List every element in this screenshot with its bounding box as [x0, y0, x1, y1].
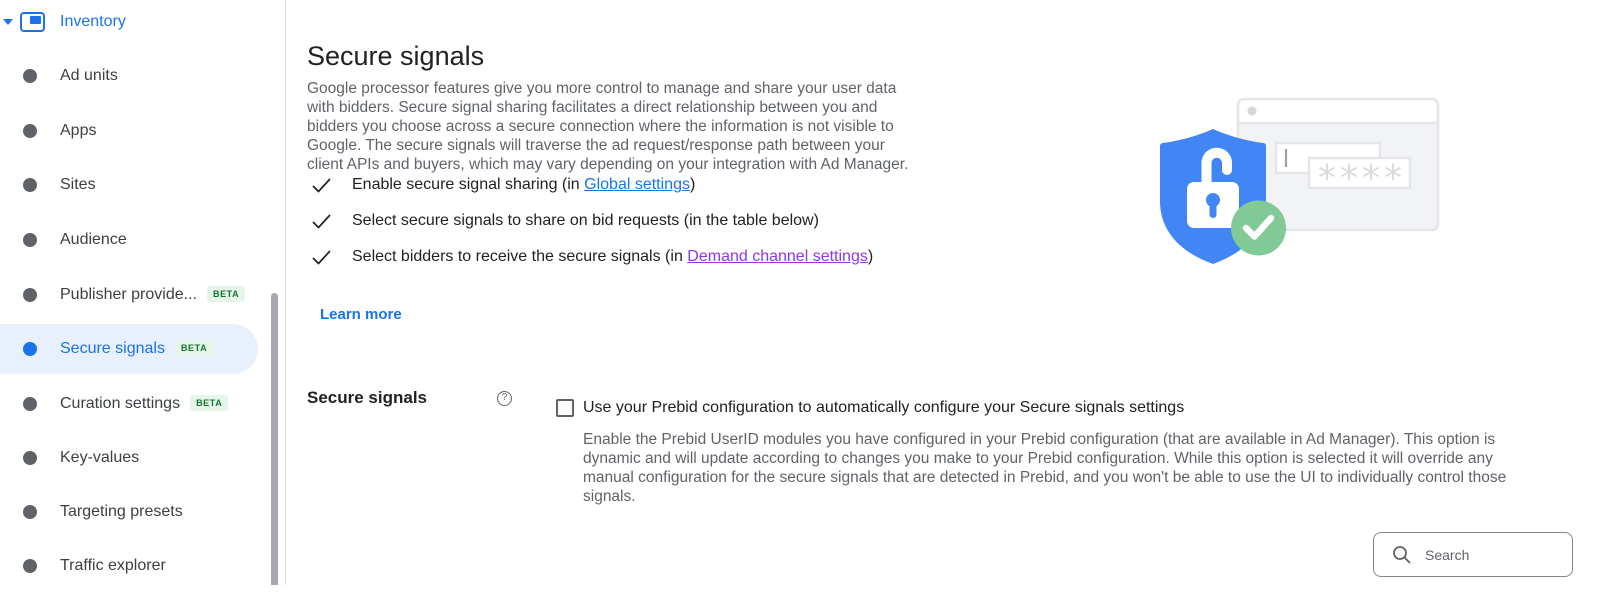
dot-icon: [23, 69, 37, 83]
sidebar-item-ad-units[interactable]: [0, 49, 285, 103]
checkmark-icon: [312, 178, 331, 198]
sidebar-item-label: Curation settings: [60, 395, 181, 412]
inventory-window-icon: [20, 12, 45, 32]
dot-icon: [23, 342, 37, 356]
sidebar-item-key-values[interactable]: [0, 431, 285, 485]
svg-text:****: ****: [1318, 158, 1406, 199]
checkmark-icon: [312, 214, 331, 234]
checklist-text: Select bidders to receive the secure signals (in: [352, 248, 688, 265]
global-settings-link[interactable]: Global settings: [584, 176, 690, 193]
page-description: Google processor features give you more control to manage and share your user data with bidders. Secure signal sharing facilitates a direct relationship between you and bidders you choose across a secure connection where the information is not visible to Google. The secure signals will traverse the ad request/response path between your client APIs and buyers, which may vary depending on your integration with Ad Manager.: [307, 79, 909, 173]
sidebar-item-sites[interactable]: [0, 158, 285, 212]
sidebar-item-label: Sites: [60, 176, 96, 193]
sidebar-item-label: Inventory: [60, 13, 126, 30]
magnifier-icon: [1392, 545, 1411, 564]
dot-icon: [23, 288, 37, 302]
search-box: [1373, 532, 1573, 577]
search-input[interactable]: [1423, 546, 1567, 564]
dot-icon: [23, 233, 37, 247]
sidebar-item-label: Apps: [60, 122, 97, 139]
sidebar-scrollbar[interactable]: [271, 293, 278, 585]
sidebar-item-targeting-presets[interactable]: [0, 485, 285, 539]
dot-icon: [23, 124, 37, 138]
sidebar-item-label: Traffic explorer: [60, 557, 166, 574]
sidebar-item-label: Publisher provide...: [60, 286, 197, 303]
section-title: Secure signals: [307, 388, 428, 407]
chevron-down-icon[interactable]: [3, 19, 13, 25]
learn-more-link[interactable]: Learn more: [320, 306, 402, 323]
sidebar: [0, 0, 286, 585]
sidebar-item-publisher-provided[interactable]: [0, 268, 285, 322]
sidebar-item-audience[interactable]: [0, 213, 285, 267]
secure-signals-illustration: [1120, 70, 1460, 280]
sidebar-item-label: Key-values: [60, 449, 140, 466]
sidebar-item-label: Audience: [60, 231, 127, 248]
dot-icon: [23, 397, 37, 411]
dot-icon: [23, 559, 37, 573]
beta-badge: BETA: [190, 395, 228, 411]
checklist-text: ): [689, 176, 696, 193]
sidebar-item-apps[interactable]: [0, 104, 285, 158]
checklist-text: Enable secure signal sharing (in: [352, 176, 585, 193]
checklist-text: Select secure signals to share on bid requests (in the table below): [352, 212, 819, 229]
prebid-config-checkbox-label: Use your Prebid configuration to automatically configure your Secure signals settings: [583, 399, 1185, 416]
prebid-config-checkbox[interactable]: [556, 399, 574, 417]
checklist-item: [307, 248, 1067, 272]
sidebar-item-secure-signals[interactable]: [0, 322, 285, 376]
beta-badge: BETA: [207, 286, 245, 302]
prebid-config-description: Enable the Prebid UserID modules you have configured in your Prebid configuration (that are available in Ad Manager). This option is dynamic and will update according to changes you make to your Prebid configuration. While this option is selected it will override any manual configuration for the secure signals that are detected in Prebid, and you won't be able to use the UI to individually control those signals.: [583, 431, 1507, 505]
checklist-item: [307, 212, 1067, 236]
beta-badge: BETA: [175, 340, 213, 356]
checkmark-icon: [312, 250, 331, 270]
page-title: Secure signals: [307, 41, 485, 72]
checklist-item: [307, 176, 1067, 200]
dot-icon: [23, 505, 37, 519]
sidebar-item-curation-settings[interactable]: [0, 377, 285, 431]
shield-lock-check-browser-password-illustration: [1120, 70, 1460, 280]
dot-icon: [23, 178, 37, 192]
question-circle-icon[interactable]: ?: [497, 391, 512, 406]
dot-icon: [23, 451, 37, 465]
sidebar-item-label: Targeting presets: [60, 503, 183, 520]
sidebar-item-inventory[interactable]: [0, 0, 285, 44]
demand-channel-settings-link[interactable]: Demand channel settings: [687, 248, 868, 265]
sidebar-item-label: Ad units: [60, 67, 118, 84]
sidebar-item-label: Secure signals: [60, 340, 165, 357]
checklist-text: ): [867, 248, 874, 265]
